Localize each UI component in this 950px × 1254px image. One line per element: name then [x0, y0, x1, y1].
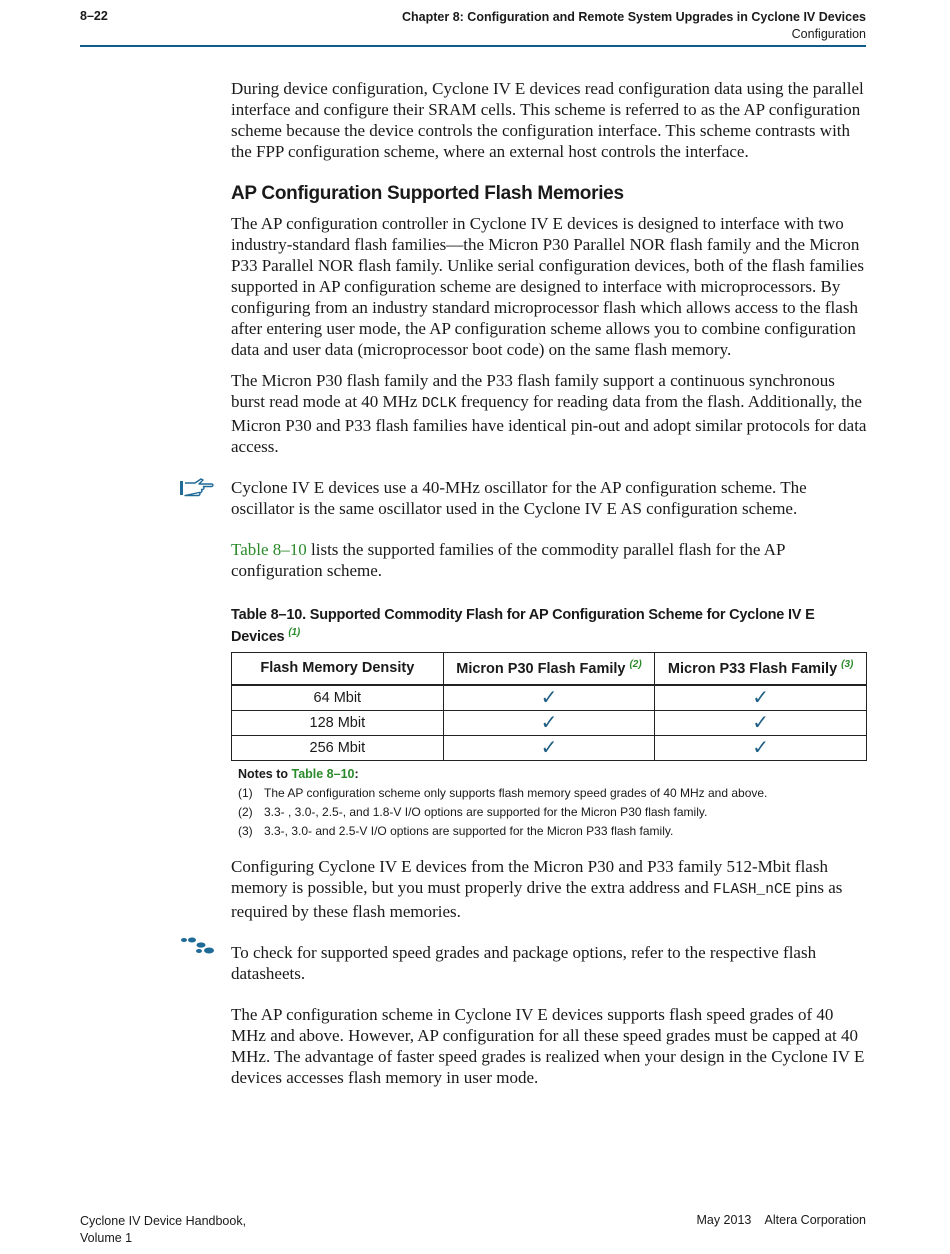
notes-colon: :	[354, 766, 359, 781]
note-number: (1)	[238, 785, 253, 800]
table-caption-text: Table 8–10. Supported Commodity Flash for AP Configuration Scheme for Cyclone IV E Devices	[231, 607, 815, 645]
table-note	[238, 786, 871, 800]
density-cell: 64 Mbit	[232, 685, 444, 711]
p30-support-cell	[443, 710, 655, 735]
checkmark-icon: ✓	[540, 686, 558, 709]
note-text: 3.3- , 3.0-, 2.5-, and 1.8-V I/O options are supported for the Micron P30 flash family.	[264, 804, 708, 819]
header-flash-memory-density	[232, 652, 444, 685]
table-ref-text: lists the supported families of the commodity parallel flash for the AP configuration scheme.	[231, 540, 785, 580]
table-note	[238, 805, 871, 819]
running-header	[402, 9, 866, 43]
note-datasheets-text: To check for supported speed grades and package options, refer to the respective flash datasheets.	[231, 942, 817, 983]
p33-support-cell	[655, 685, 867, 711]
chapter-title: Chapter 8: Configuration and Remote System Upgrades in Cyclone IV Devices	[402, 10, 866, 24]
checkmark-icon: ✓	[752, 736, 770, 759]
header-footnote-ref[interactable]: (2)	[629, 659, 642, 671]
intro-paragraph: During device configuration, Cyclone IV E devices read configuration data using the parallel interface and configure their SRAM cells. This scheme is referred to as the AP configuration scheme because the device controls the configuration interface. This scheme contrasts with the FPP configuration scheme, where an external host controls the interface.	[231, 79, 864, 161]
checkmark-icon: ✓	[752, 686, 770, 709]
p30-support-cell	[443, 685, 655, 711]
table-8-10-link[interactable]: Table 8–10	[231, 540, 307, 559]
p33-support-cell	[655, 735, 867, 760]
footprints-icon	[179, 934, 215, 956]
p2-text-after: frequency for reading data from the flash. Additionally, the Micron P30 and P33 flash families have identical pin-out and adopt similar protocols for data access.	[231, 392, 867, 456]
checkmark-icon: ✓	[752, 711, 770, 734]
notes-label: Notes to	[238, 766, 292, 781]
note-datasheets	[231, 942, 871, 984]
table-row	[232, 710, 867, 735]
note-number: (3)	[238, 823, 253, 838]
header-micron-p33	[655, 652, 867, 685]
section-paragraph-2	[231, 370, 871, 457]
table-notes	[238, 767, 871, 838]
table-reference-paragraph	[231, 539, 871, 581]
page-number: 8–22	[80, 9, 108, 23]
table-note	[238, 824, 871, 838]
checkmark-icon: ✓	[540, 711, 558, 734]
note-text: The AP configuration scheme only supports flash memory speed grades of 40 MHz and above.	[264, 785, 768, 800]
note-oscillator	[231, 477, 871, 519]
density-cell: 128 Mbit	[232, 710, 444, 735]
table-row	[232, 735, 867, 760]
after-table-paragraph	[231, 856, 871, 922]
dclk-signal: DCLK	[421, 396, 457, 412]
after-table-text-before: Configuring Cyclone IV E devices from the Micron P30 and P33 family 512-Mbit flash memory is possible, but you must properly drive the extra address and	[231, 856, 828, 897]
footer-right: May 2013 Altera Corporation	[696, 1213, 866, 1227]
header-label: Flash Memory Density	[260, 660, 415, 677]
table-row	[232, 685, 867, 711]
handbook-volume: Volume 1	[80, 1231, 133, 1245]
p2-text-before: The Micron P30 flash family and the P33 flash family support a continuous synchronous burst read mode at 40 MHz	[231, 371, 835, 411]
header-footnote-ref[interactable]: (3)	[841, 659, 854, 671]
table-caption	[231, 607, 871, 646]
caption-footnote-ref[interactable]: (1)	[288, 627, 301, 638]
header-label: Micron P30 Flash Family	[456, 661, 626, 678]
final-paragraph: The AP configuration scheme in Cyclone IV E devices supports flash speed grades of 40 MHz and above. However, AP configuration for all these speed grades must be capped at 40 MHz. The advantage of faster speed grades is realized when your design in the Cyclone IV E devices accesses flash memory in user mode.	[231, 1004, 865, 1087]
header-micron-p30	[443, 652, 655, 685]
pointing-hand-icon	[179, 477, 215, 499]
section-name: Configuration	[791, 27, 866, 41]
footer-left	[80, 1213, 246, 1247]
p30-support-cell	[443, 735, 655, 760]
section-paragraph-1: The AP configuration controller in Cyclone IV E devices is designed to interface with two industry-standard flash families—the Micron P30 Parallel NOR flash family and the Micron P33 Parallel NOR flash family. Unlike serial configuration devices, both of the flash families supported in AP configuration scheme are designed to interface with microprocessors. By configuring from an industry standard microprocessor flash which allows access to the flash after entering user mode, the AP configuration scheme allows you to combine configuration data and user data (microprocessor boot code) on the same flash memory.	[231, 214, 864, 359]
header-rule	[80, 45, 866, 47]
after-table-text-after: pins as required by these flash memories.	[231, 877, 843, 921]
note-oscillator-text: Cyclone IV E devices use a 40-MHz oscillator for the AP configuration scheme. The oscillator is the same oscillator used in the Cyclone IV E AS configuration scheme.	[231, 478, 807, 518]
note-text: 3.3-, 3.0- and 2.5-V I/O options are supported for the Micron P33 flash family.	[264, 823, 674, 838]
handbook-title: Cyclone IV Device Handbook,	[80, 1214, 247, 1228]
density-cell: 256 Mbit	[232, 735, 444, 760]
note-number: (2)	[238, 804, 253, 819]
p33-support-cell	[655, 710, 867, 735]
main-content	[231, 78, 871, 1098]
table-header-row	[232, 652, 867, 685]
checkmark-icon: ✓	[540, 736, 558, 759]
section-heading: AP Configuration Supported Flash Memories	[231, 183, 624, 204]
flash-support-table	[231, 652, 867, 761]
notes-table-link[interactable]: Table 8–10	[291, 766, 355, 781]
table-notes-heading	[238, 767, 871, 781]
header-label: Micron P33 Flash Family	[667, 661, 838, 678]
flash-nce-signal: FLASH_nCE	[713, 881, 792, 898]
